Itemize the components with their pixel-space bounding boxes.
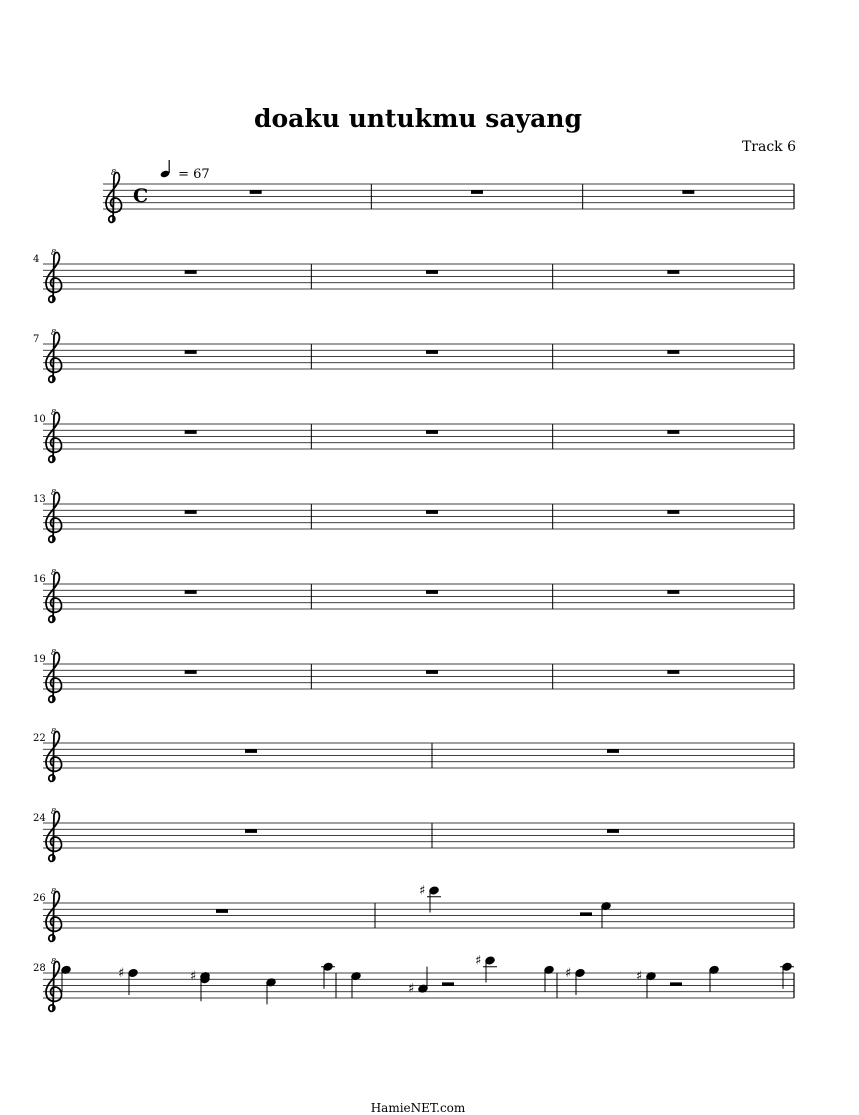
time-signature: C: [133, 185, 149, 208]
measure-number: 10: [33, 414, 46, 425]
whole-rest: [426, 670, 438, 674]
score-title: doaku untukmu sayang: [254, 104, 582, 133]
sharp-icon: ♯: [565, 966, 572, 981]
treble-clef-icon: [46, 653, 62, 703]
treble-clef-icon: [46, 333, 62, 383]
whole-rest: [185, 590, 197, 594]
whole-rest: [185, 670, 197, 674]
whole-rest: [185, 430, 197, 434]
measure-number: 16: [33, 574, 46, 585]
whole-rest: [185, 270, 197, 274]
sharp-icon: ♯: [636, 969, 643, 985]
whole-rest: [185, 350, 197, 354]
measure-number: 22: [33, 733, 46, 744]
whole-rest: [607, 749, 619, 753]
treble-clef-icon: [46, 812, 62, 862]
octave-8-mark: 8: [51, 568, 57, 577]
whole-rest: [426, 430, 438, 434]
octave-8-mark: 8: [51, 488, 57, 497]
treble-clef-icon: [46, 962, 62, 1012]
octave-8-mark: 8: [51, 248, 57, 257]
whole-rest: [667, 270, 679, 274]
treble-clef-icon: [46, 892, 62, 942]
whole-rest: [667, 590, 679, 594]
whole-rest: [245, 749, 257, 753]
octave-8-mark: 8: [51, 807, 57, 816]
sharp-icon: ♯: [475, 953, 482, 969]
half-rest: [580, 912, 592, 916]
treble-clef-icon: [46, 732, 62, 782]
whole-rest: [426, 270, 438, 274]
octave-8-mark: 8: [51, 887, 57, 896]
sharp-icon: ♯: [419, 883, 426, 899]
instrument-name: Track 6: [741, 139, 796, 155]
whole-rest: [607, 829, 619, 833]
sharp-icon: ♯: [408, 981, 415, 997]
footer-credit: HamieNET.com: [370, 1101, 466, 1115]
measure-number: 19: [33, 654, 46, 665]
octave-8-mark: 8: [51, 328, 57, 337]
whole-rest: [426, 590, 438, 594]
treble-clef-icon: [46, 493, 62, 543]
whole-rest: [216, 909, 228, 913]
whole-rest: [667, 510, 679, 514]
sharp-icon: ♯: [118, 966, 125, 981]
half-rest: [442, 982, 454, 986]
whole-rest: [426, 350, 438, 354]
octave-8-mark: 8: [51, 727, 57, 736]
measure-number: 28: [33, 963, 46, 974]
whole-rest: [471, 190, 483, 194]
whole-rest: [185, 510, 197, 514]
tempo-value: = 67: [178, 167, 210, 182]
treble-clef-icon: [46, 573, 62, 623]
treble-clef-icon: [106, 173, 122, 223]
measure-number: 24: [33, 813, 46, 824]
whole-rest: [667, 430, 679, 434]
whole-rest: [682, 190, 694, 194]
whole-rest: [667, 670, 679, 674]
treble-clef-icon: [46, 413, 62, 463]
octave-8-mark: 8: [111, 168, 117, 177]
measure-number: 7: [33, 334, 40, 345]
octave-8-mark: 8: [51, 408, 57, 417]
octave-8-mark: 8: [51, 648, 57, 657]
measure-number: 13: [33, 494, 46, 505]
measure-number: 26: [33, 893, 46, 904]
whole-rest: [667, 350, 679, 354]
whole-rest: [245, 829, 257, 833]
whole-rest: [426, 510, 438, 514]
measure-number: 4: [33, 254, 40, 265]
treble-clef-icon: [46, 253, 62, 303]
whole-rest: [250, 190, 262, 194]
half-rest: [670, 982, 682, 986]
octave-8-mark: 8: [51, 957, 57, 966]
sharp-icon: ♯: [190, 969, 197, 985]
